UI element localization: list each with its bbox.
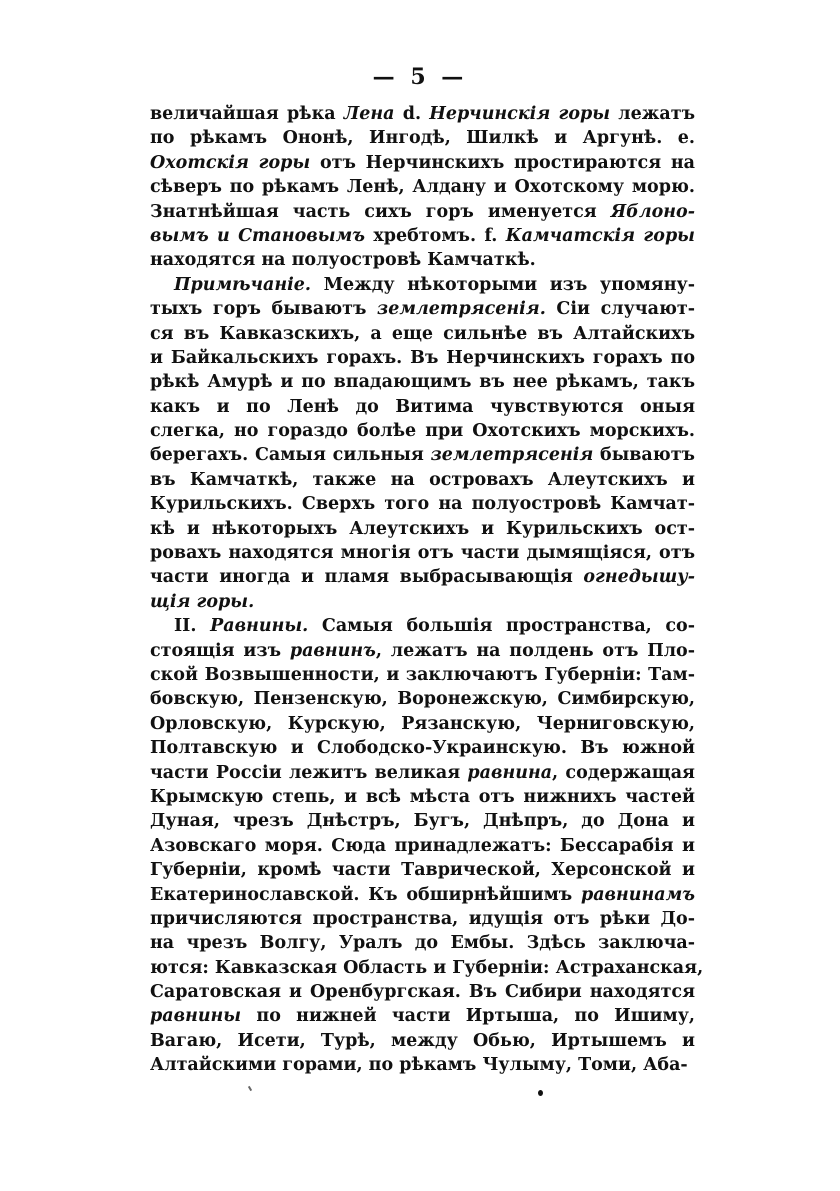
text-line [150,1004,695,1028]
text-run: причисляются пространства, идущія отъ рѣки До- [150,908,695,929]
stray-mark [248,1086,252,1091]
text-line [150,858,695,882]
text-run: части Россіи лежитъ великая [150,762,468,783]
text-run: слегка, но гораздо болѣе при Охотскихъ морскихъ. [150,421,695,442]
text-line [150,248,695,272]
text-run: Между нѣкоторыми изъ упомяну- [310,274,695,295]
text-line [150,443,695,467]
text-run: по нижней части Иртыша, по Ишиму, [241,1006,695,1027]
text-run: какъ и по Ленѣ до Витима чувствуются оныя [150,396,695,417]
text-line [150,346,695,370]
text-run: Екатеринославской. Къ обширнѣйшимъ [150,884,581,905]
text-run: части иногда и пламя выбрасывающія [150,567,584,588]
text-run: Крымскую степь, и всѣ мѣста отъ нижнихъ частей [150,786,695,807]
text-run: ровахъ находятся многія отъ части дымящіяся, отъ [150,543,695,564]
text-run: , содержащая [552,762,695,783]
italic-term: равнина [467,762,553,783]
text-line [150,590,695,614]
text-line [150,565,695,589]
text-run: Орловскую, Курскую, Рязанскую, Черниговскую, [150,713,695,734]
text-run: находятся на полуостровѣ Камчаткѣ. [150,250,536,271]
italic-term: равнинъ [289,640,376,661]
text-line [150,517,695,541]
text-line [150,224,695,248]
italic-term: землетрясенія [430,445,594,466]
text-line [150,322,695,346]
text-line [150,297,695,321]
text-line [150,639,695,663]
italic-term: Камчатскія горы [505,225,695,246]
text-line [150,883,695,907]
text-run: Сіи случают- [545,299,695,320]
text-run: сѣверъ по рѣкамъ Ленѣ, Алдану и Охотскому морю. [150,177,695,198]
text-run: Саратовская и Оренбургская. Въ Сибири находятся [150,982,695,1003]
text-run: бовскую, Пензенскую, Воронежскую, Симбирскую, [150,689,695,710]
text-run: Вагаю, Исети, Турѣ, между Обью, Иртышемъ и [150,1030,695,1051]
text-line [150,151,695,175]
text-line [150,102,695,126]
text-line [150,712,695,736]
italic-term: Охотскія горы [150,152,311,173]
text-line [150,419,695,443]
text-line [150,126,695,150]
text-line [150,956,704,980]
text-run: рѣкѣ Амурѣ и по впадающимъ въ нее рѣкамъ, такъ [150,372,695,393]
text-run: Губерніи, кромѣ части Таврической, Херсонской и [150,860,695,881]
text-run: по рѣкамъ Ононѣ, Ингодѣ, Шилкѣ и Аргунѣ. e. [150,128,695,149]
italic-term: щія горы. [150,591,255,612]
italic-term: Яблоно- [610,201,695,222]
text-line [150,175,695,199]
text-line [150,761,695,785]
text-run: на чрезъ Волгу, Уралъ до Ембы. Здѣсь заключа- [150,933,695,954]
text-run: Знатнѣйшая часть сихъ горъ именуется [150,201,611,222]
text-line [150,370,695,394]
text-run: Алтайскими горами, по рѣкамъ Чулыму, Томи, Аба- [150,1055,688,1076]
text-run: лежатъ [610,104,696,124]
text-line [150,931,695,955]
italic-term: Равнины. [210,616,309,637]
text-run: Курильскихъ. Сверхъ того на полуостровѣ Камчат- [150,494,695,515]
text-run: Азовскаго моря. Сюда принадлежатъ: Бессарабія и [150,835,695,856]
page-number: — 5 — [372,64,468,90]
text-line [150,541,695,565]
text-run: II. [174,616,211,637]
text-line [150,492,695,516]
italic-term: Нерчинскія горы [429,104,611,124]
text-line [150,614,695,638]
text-run: Самыя большія пространства, со- [308,616,695,637]
text-run: бываютъ [593,445,695,466]
italic-term: вымъ и Становымъ [150,225,365,246]
text-run: ются: Кавказская Область и Губерніи: Астраханская, [150,957,704,978]
text-run: и Байкальскихъ горахъ. Въ Нерчинскихъ горахъ по [150,347,695,368]
text-run: тыхъ горъ бываютъ [150,299,378,320]
text-line [150,1029,695,1053]
text-line [150,1053,695,1077]
text-run: ся въ Кавказскихъ, а еще сильнѣе въ Алтайскихъ [150,323,695,344]
text-line [150,687,695,711]
text-run: , лежатъ на полдень отъ Пло- [375,640,695,661]
body-text [150,102,704,1078]
italic-term: огнедышу- [583,567,695,588]
text-run: d. [394,104,430,124]
italic-term: землетрясенія. [377,299,546,320]
text-run: Дуная, чрезъ Днѣстръ, Бугъ, Днѣпръ, до Дона и [150,811,695,832]
italic-term: равнинамъ [580,884,695,905]
text-run: величайшая рѣка [150,104,344,124]
text-line [150,809,695,833]
text-run: въ Камчаткѣ, также на островахъ Алеутскихъ и [150,469,695,490]
text-line [150,907,695,931]
text-run: ской Возвышенности, и заключаютъ Губерніи: Там- [150,664,695,685]
ink-dot [538,1090,543,1096]
italic-term: Лена [343,104,395,124]
text-line [150,736,695,760]
text-line [150,273,695,297]
text-run: хребтомъ. f. [364,225,506,246]
italic-term: равнины [150,1006,242,1027]
text-run: берегахъ. Самыя сильныя [150,445,431,466]
text-line [150,785,695,809]
text-line [150,200,695,224]
text-line [150,834,695,858]
text-line [150,980,695,1004]
italic-term: Примѣчаніе. [174,274,311,295]
text-line [150,663,695,687]
text-line [150,395,695,419]
text-run: кѣ и нѣкоторыхъ Алеутскихъ и Курильскихъ ост- [150,518,695,539]
text-run: Полтавскую и Слободско-Украинскую. Въ южной [150,738,695,759]
text-line [150,468,695,492]
text-run: отъ Нерчинскихъ простираются на [310,152,695,173]
text-run: стоящія изъ [150,640,290,661]
